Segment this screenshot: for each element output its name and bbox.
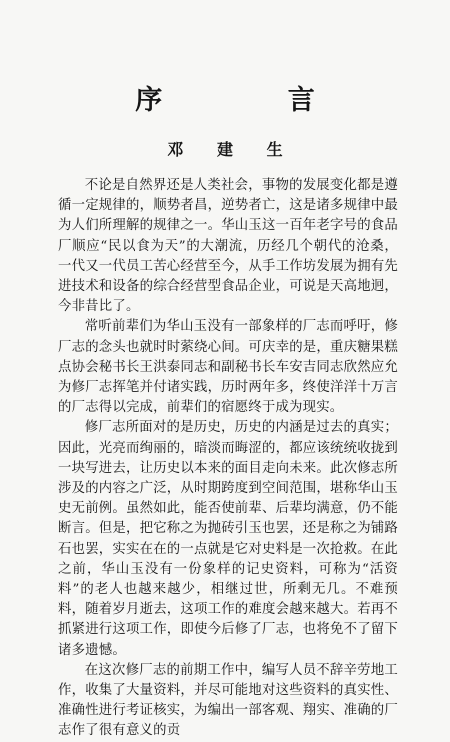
paragraph: 常听前辈们为华山玉没有一部象样的厂志而呼吁，修厂志的念头也就时时萦绕心间。可庆幸的是，重庆糖果糕点协会秘书长王洪泰同志和副秘书长车安吉同志欣然应允为修厂志挥笔并付诸实践，历时两年多，终使洋洋十万言的厂志得以完成，前辈们的宿愿终于成为现实。 — [58, 319, 398, 416]
page-title: 序 言 — [135, 85, 373, 116]
paragraph: 修厂志所面对的是历史，历史的内涵是过去的真实；因此，光亮而绚丽的，暗淡而晦涩的，都应该统统收拢到一块写进去，让历史以本来的面目走向未来。此次修志所涉及的内容之广泛，从时期跨度到空间范围，堪称华山玉史无前例。虽然如此，能否使前辈、后辈均满意，仍不能断言。但是，把它称之为抛砖引玉也罢，还是称之为铺路石也罢，实实在在的一点就是它对史料是一次抢救。在此之前，华山玉没有一份象样的记史资料，可称为“活资料”的老人也越来越少，相继过世，所剩无几。不难预料，随着岁月逝去，这项工作的难度会越来越大。若再不抓紧进行这项工作，即使今后修了厂志，也将免不了留下诸多遗憾。 — [58, 420, 398, 658]
author-name: 邓 建 生 — [167, 140, 297, 159]
paragraph: 不论是自然界还是人类社会，事物的发展变化都是遵循一定规律的，顺势者昌，逆势者亡，这是诸多规律中最为人们所理解的规律之一。华山玉这一百年老字号的食品厂顺应“民以食为天”的大潮流，历经几个朝代的沧桑，一代又一代员工苦心经营至今，从手工作坊发展为拥有先进技术和设备的综合经营型食品企业，可说是天高地迥，今非昔比了。 — [58, 178, 398, 315]
paragraph: 在这次修厂志的前期工作中，编写人员不辞辛劳地工作，收集了大量资料，并尽可能地对这些资料的真实性、准确性进行考证核实，为编出一部客观、翔实、准确的厂志作了很有意义的贡 — [58, 662, 398, 739]
